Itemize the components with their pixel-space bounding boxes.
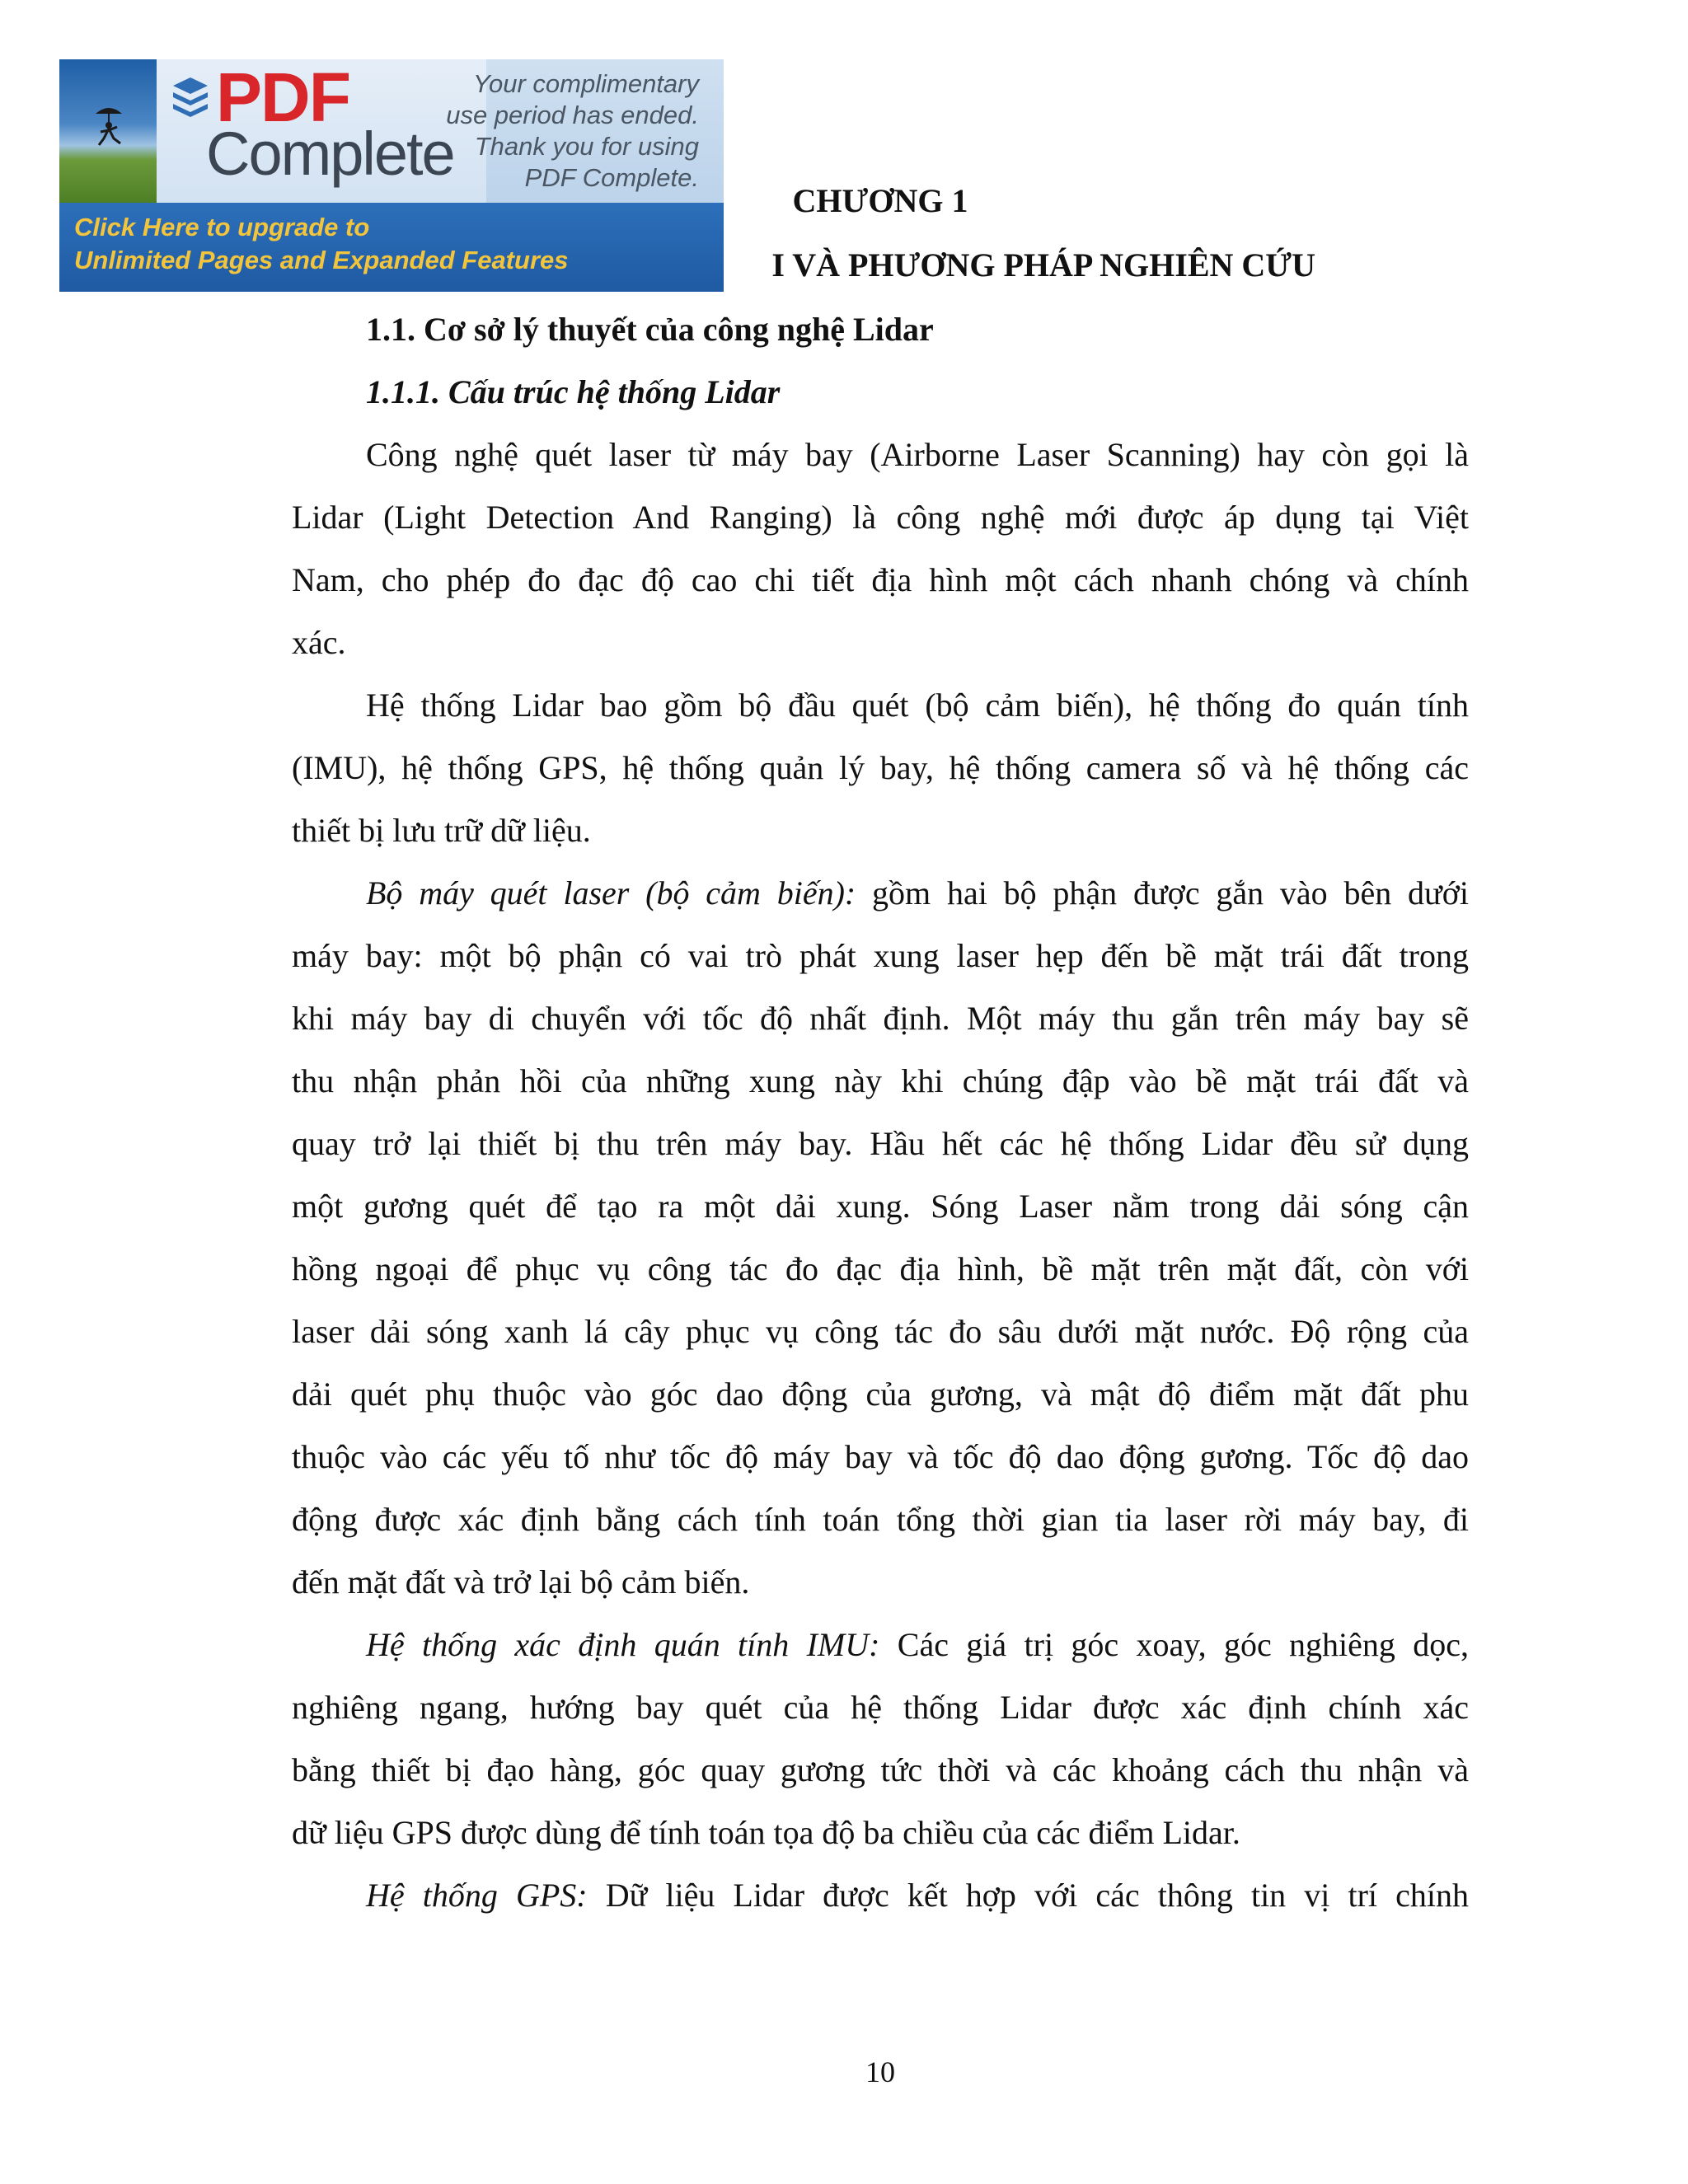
paragraph-line: máy bay: một bộ phận có vai trò phát xung laser hẹp đến bề mặt trái đất trong <box>292 937 1469 974</box>
logo-pdf-text: PDF <box>216 59 349 136</box>
paragraph-line: thiết bị lưu trữ dữ liệu. <box>292 812 591 849</box>
paragraph-line: laser dải sóng xanh lá cây phục vụ công tác đo sâu dưới mặt nước. Độ rộng của <box>292 1313 1469 1350</box>
paragraph-text: gồm hai bộ phận được gắn vào bên dưới <box>856 874 1469 912</box>
jumper-figure-icon <box>92 102 125 152</box>
paragraph-lead-italic: Hệ thống xác định quán tính IMU: <box>366 1626 880 1663</box>
paragraph-line: (IMU), hệ thống GPS, hệ thống quản lý bay, hệ thống camera số và hệ thống các <box>292 749 1469 786</box>
expired-message <box>446 59 724 203</box>
paragraph-text: Các giá trị góc xoay, góc nghiêng dọc, <box>879 1626 1470 1663</box>
paragraph-line: xác. <box>292 624 346 661</box>
paragraph-line: đến mặt đất và trở lại bộ cảm biến. <box>292 1563 750 1601</box>
paragraph-line: dải quét phụ thuộc vào góc dao động của gương, và mật độ điểm mặt đất phu <box>292 1376 1469 1413</box>
section-heading: 1.1. Cơ sở lý thuyết của công nghệ Lidar <box>366 311 934 348</box>
paragraph-lead-italic: Bộ máy quét laser (bộ cảm biến): <box>366 874 856 912</box>
paragraph-line: thu nhận phản hồi của những xung này khi chúng đập vào bề mặt trái đất và <box>292 1062 1469 1099</box>
paragraph-line <box>366 1879 1469 1912</box>
upgrade-line[interactable]: Unlimited Pages and Expanded Features <box>74 246 569 274</box>
logo-complete-text: Complete <box>206 120 454 188</box>
paragraph-line: hồng ngoại để phục vụ công tác đo đạc địa hình, bề mặt trên mặt đất, còn với <box>292 1250 1469 1287</box>
page-number: 10 <box>865 2055 895 2088</box>
umbrella-jumper-photo <box>59 59 157 203</box>
paragraph-line: thuộc vào các yếu tố như tốc độ máy bay và tốc độ dao động gương. Tốc độ dao <box>292 1438 1469 1475</box>
message-line: Thank you for using <box>474 132 699 161</box>
paragraph-line: bằng thiết bị đạo hàng, góc quay gương tức thời và các khoảng cách thu nhận và <box>292 1751 1469 1788</box>
subsection-heading: 1.1.1. Cấu trúc hệ thống Lidar <box>366 373 781 410</box>
upgrade-line[interactable]: Click Here to upgrade to <box>74 213 370 241</box>
paragraph-line: động được xác định bằng cách tính toán tổng thời gian tia laser rời máy bay, đi <box>292 1501 1469 1538</box>
paragraph-line: Lidar (Light Detection And Ranging) là công nghệ mới được áp dụng tại Việt <box>292 499 1469 536</box>
paragraph-line <box>366 874 1469 912</box>
paragraph-line <box>366 1626 1470 1663</box>
message-line: use period has ended. <box>446 101 699 129</box>
paragraph-line: một gương quét để tạo ra một dải xung. Sóng Laser nằm trong dải sóng cận <box>292 1188 1469 1225</box>
stacked-layers-icon <box>170 73 211 122</box>
paragraph-line: Nam, cho phép đo đạc độ cao chi tiết địa hình một cách nhanh chóng và chính <box>292 561 1469 598</box>
paragraph-line: nghiêng ngang, hướng bay quét của hệ thống Lidar được xác định chính xác <box>292 1689 1469 1726</box>
paragraph-text: Dữ liệu Lidar được kết hợp với các thông tin vị trí chính <box>587 1877 1469 1914</box>
paragraph-line: quay trở lại thiết bị thu trên máy bay. Hầu hết các hệ thống Lidar đều sử dụng <box>292 1125 1469 1162</box>
pdf-complete-banner[interactable] <box>59 59 724 292</box>
upgrade-link[interactable] <box>59 203 724 292</box>
paragraph-line: Hệ thống Lidar bao gồm bộ đầu quét (bộ cảm biến), hệ thống đo quán tính <box>366 687 1469 724</box>
paragraph-line: Công nghệ quét laser từ máy bay (Airborne Laser Scanning) hay còn gọi là <box>366 436 1469 473</box>
paragraph-line: dữ liệu GPS được dùng để tính toán tọa độ ba chiều của các điểm Lidar. <box>292 1814 1240 1851</box>
message-line: Your complimentary <box>473 69 699 98</box>
message-line: PDF Complete. <box>524 163 699 192</box>
paragraph-line: khi máy bay di chuyển với tốc độ nhất định. Một máy thu gắn trên máy bay sẽ <box>292 1000 1469 1037</box>
pdf-complete-logo <box>157 59 486 203</box>
chapter-title: I VÀ PHƯƠNG PHÁP NGHIÊN CỨU <box>771 246 1315 284</box>
paragraph-lead-italic: Hệ thống GPS: <box>366 1877 588 1914</box>
chapter-label: CHƯƠNG 1 <box>792 182 968 219</box>
